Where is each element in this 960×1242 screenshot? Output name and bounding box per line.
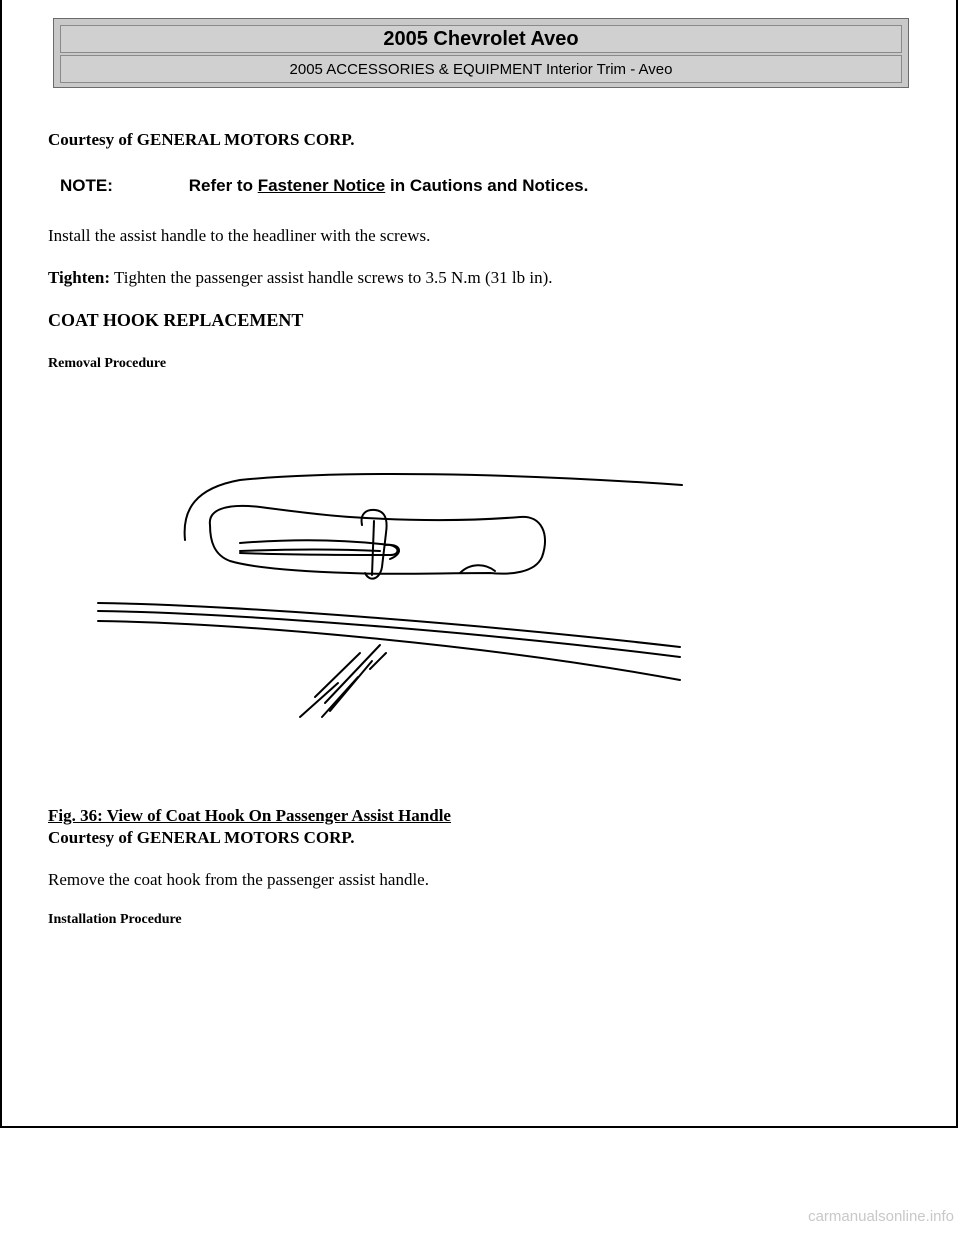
fastener-notice-link[interactable]: Fastener Notice [257, 176, 386, 195]
removal-step: Remove the coat hook from the passenger assist handle. [48, 870, 429, 889]
installation-heading: Installation Procedure [48, 912, 182, 927]
note-label: NOTE: [60, 176, 113, 195]
tighten-text: Tighten the passenger assist handle screws to 3.5 N.m (31 lb in). [114, 268, 553, 287]
page-header [53, 18, 909, 88]
watermark: carmanualsonline.info [808, 1208, 954, 1225]
note-prefix: Refer to [188, 176, 253, 195]
header-subtitle: 2005 ACCESSORIES & EQUIPMENT Interior Trim - Aveo [60, 55, 902, 83]
tighten-line [48, 268, 552, 288]
coat-hook-illustration [90, 455, 690, 725]
note-box [60, 176, 588, 196]
header-title: 2005 Chevrolet Aveo [60, 25, 902, 53]
figure-caption [48, 806, 451, 826]
removal-heading: Removal Procedure [48, 356, 167, 371]
figure-courtesy: Courtesy of GENERAL MOTORS CORP. [48, 828, 355, 847]
section-title: COAT HOOK REPLACEMENT [48, 310, 304, 330]
tighten-label: Tighten: [48, 268, 111, 287]
courtesy-text: Courtesy of GENERAL MOTORS CORP. [48, 130, 355, 149]
figure-caption-link[interactable]: Fig. 36: View of Coat Hook On Passenger Assist Handle [48, 806, 451, 825]
install-step: Install the assist handle to the headliner with the screws. [48, 226, 431, 245]
note-suffix: in Cautions and Notices. [389, 176, 589, 195]
